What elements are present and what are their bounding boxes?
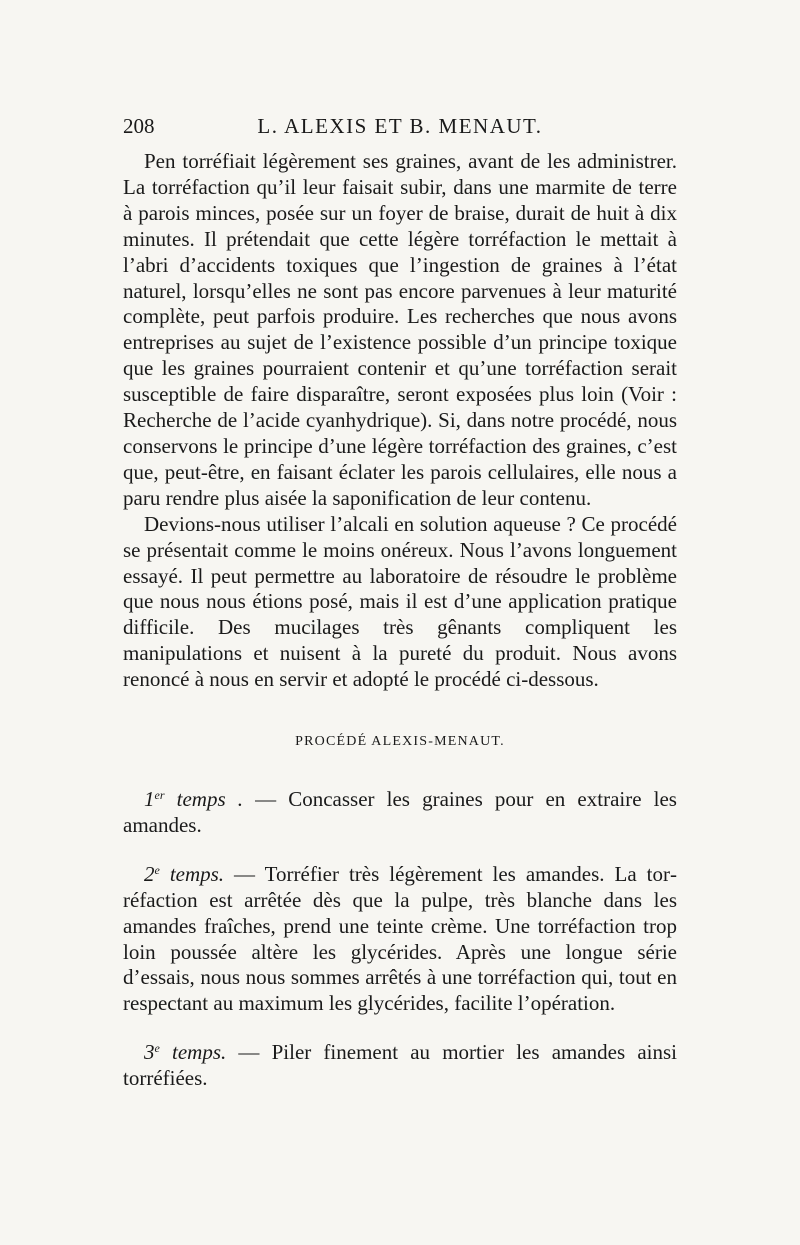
step-paragraph <box>123 858 677 1017</box>
page-header <box>123 110 677 144</box>
step-word: temps. <box>159 1040 227 1065</box>
page-number: 208 <box>123 114 155 138</box>
step-number: 2 <box>144 861 155 886</box>
step-label <box>144 862 224 886</box>
step-number: 1 <box>144 787 155 812</box>
paragraph: Pen torréfiait légèrement ses graines, avant de les administrer. La torréfaction qu’il leur faisait subir, dans une marmite de terre à parois minces, posée sur un foyer de braise, durait de huit à dix minutes. Il prétendait que cette légère torréfaction le mettait à l’abri d’accidents toxiques que l’ingestion de graines à l’état naturel, lorsqu’elles ne sont pas encore parvenues à leur maturité complète, peut parfois produire. Les recherches que nous avons entreprises au sujet de l’existence possible d’un principe toxique que les graines pourraient contenir et qu’une torréfaction serait susceptible de faire disparaître, seront exposées plus loin (Voir : Recherche de l’acide cyanhydrique). Si, dans notre procédé, nous conservons le principe d’une légère torréfaction des graines, c’est que, peut-être, en faisant éclater les parois cellulaires, elle nous a paru rendre plus aisée la saponification de leur contenu. <box>123 149 677 510</box>
step-number: 3 <box>144 1040 155 1065</box>
step-word: temps. <box>159 861 225 886</box>
page-body <box>123 149 677 1111</box>
step-text: — Torréfier très légèrement les amandes. La torréfaction est arrêtée dès que la pulpe, très blanche dans les amandes fraîches, prend une teinte crème. Une torréfaction trop loin poussée altère les glycérides. Après une longue série d’essais, nous nous sommes arrêtés à une torréfaction qui, tout en respectant au maximum les glycérides, facilite l’opération. <box>123 861 677 1016</box>
step-text: — Piler finement au mortier les amandes ainsi torréfiées. <box>123 1040 678 1091</box>
paragraph: Devions-nous utiliser l’alcali en solution aqueuse ? Ce procédé se présentait comme le moins onéreux. Nous l’avons longuement essayé. Il peut permettre au laboratoire de résoudre le problème que nous nous étions posé, mais il est d’une application pratique difficile. Des mucilages très gênants compliquent les manipulations et nuisent à la pureté du produit. Nous avons renoncé à nous en servir et adopté le procédé ci-dessous. <box>123 511 677 692</box>
step-text: — Concasser les graines pour en extraire les amandes. <box>123 787 677 837</box>
step-ordinal: e <box>154 1041 160 1056</box>
running-title: L. ALEXIS ET B. MENAUT. <box>257 114 543 138</box>
step-label <box>144 1040 226 1064</box>
step-paragraph <box>123 783 677 839</box>
step-ordinal: e <box>154 862 160 877</box>
section-title: PROCÉDÉ ALEXIS-MENAUT. <box>295 734 505 750</box>
step-word: temps . <box>164 787 243 812</box>
step-paragraph <box>123 1036 677 1092</box>
step-label <box>144 787 243 811</box>
step-ordinal: er <box>154 788 165 803</box>
